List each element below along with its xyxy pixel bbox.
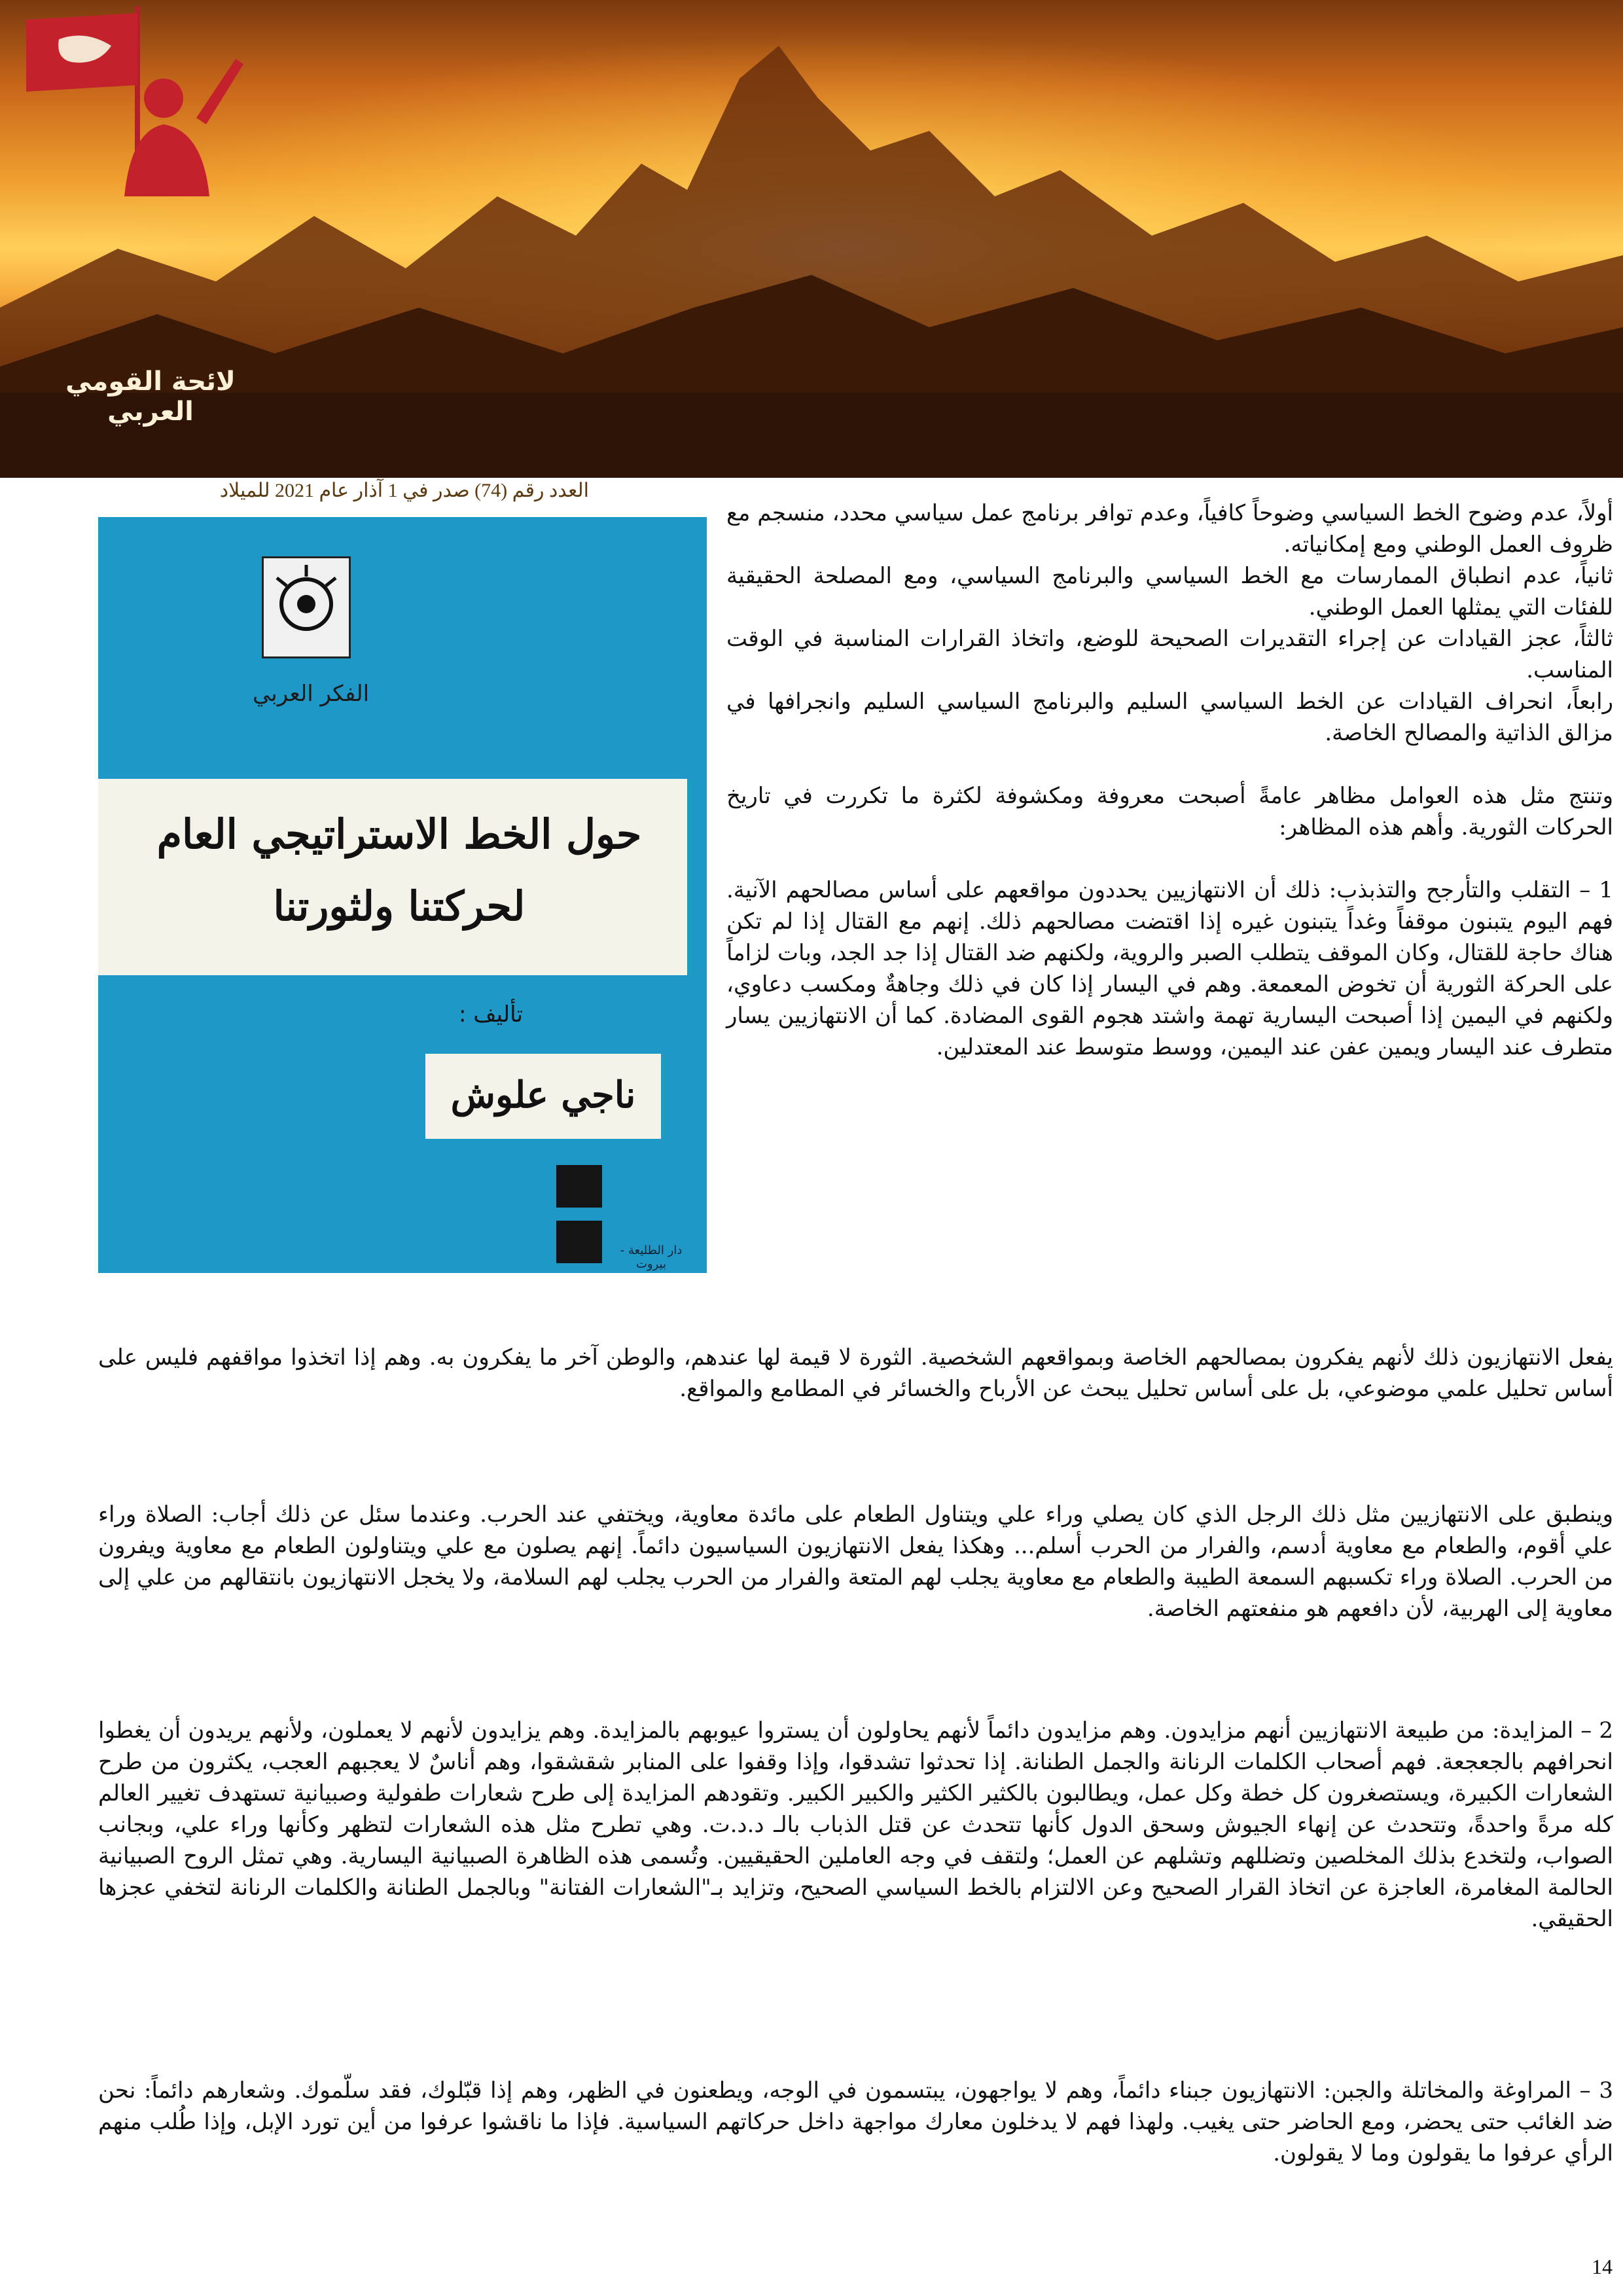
page-number: 14	[1592, 2255, 1613, 2278]
header-banner	[0, 0, 1623, 478]
book-author: ناجي علوش	[450, 1073, 636, 1117]
book-publisher: دار الطليعة - بيروت	[620, 1244, 683, 1271]
book-title-line-1: حول الخط الاستراتيجي العام	[156, 810, 642, 858]
organization-logo	[0, 0, 262, 275]
paragraph-point-1: أولاً، عدم وضوح الخط السياسي وضوحاً كافياً، وعدم توافر برنامج عمل سياسي محدد، منسجم مع ظروف العمل الوطني ومع إمكانياته.	[726, 500, 1613, 558]
paragraph-opportunists-interests	[98, 1342, 1613, 1405]
paragraph-text: 3 – المراوغة والمخاتلة والجبن: الانتهازيون جبناء دائماً، وهم لا يواجهون، يبتسمون في الوجه، ويطعنون في الظهر، وهم إذا قبّلوك، فقد سلّموك. وشعارهم دائماً: نحن ضد الغائب حتى يحضر، ومع الحاضر حتى يغيب. ولهذا فهم لا يدخلون معارك مواجهة داخل حركاتهم السياسية. فإذا ما ناقشوا عرفوا من أين تورد الإبل، وإذا طُلب منهم الرأي عرفوا ما يقولون وما لا يقولون.	[98, 2077, 1613, 2166]
paragraph-ali-muawiya	[98, 1499, 1613, 1624]
book-square-1	[556, 1165, 602, 1208]
book-cover-image	[98, 517, 707, 1273]
book-title-box	[98, 779, 687, 975]
book-author-box	[425, 1054, 661, 1139]
book-title-line-2: لحركتنا ولثورتنا	[273, 882, 526, 930]
article-column-right	[726, 497, 1613, 1063]
book-by-label: تأليف :	[459, 1001, 523, 1028]
paragraph-point-3: ثالثاً، عجز القيادات عن إجراء التقديرات الصحيحة للوضع، واتخاذ القرارات المناسبة في الوقت المناسب.	[726, 626, 1613, 683]
paragraph-text: يفعل الانتهازيون ذلك لأنهم يفكرون بمصالحهم الخاصة وبمواقعهم الشخصية. الثورة لا قيمة لها عندهم، والوطن آخر ما يفكرون به. وهم إذا اتخذوا مواقفهم فليس على أساس تحليل علمي موضوعي، بل على أساس تحليل يبحث عن الأرباح والخسائر في المطامع والمواقع.	[98, 1344, 1613, 1402]
book-series: الفكر العربي	[252, 681, 370, 707]
paragraph-text: وينطبق على الانتهازيين مثل ذلك الرجل الذي كان يصلي وراء علي ويتناول الطعام على مائدة معاوية، ويختفي عند الحرب. وعندما سئل عن ذلك أجاب: الصلاة وراء علي أقوم، والطعام مع معاوية أدسم، والفرار من الحرب أسلم... وهكذا يفعل الانتهازيون السياسيون دائماً. إنهم يصلون مع علي ويتناولون الطعام مع معاوية ويفرون من الحرب. الصلاة وراء تكسبهم السمعة الطيبة والطعام مع معاوية يجلب لهم المتعة والفرار من الحرب يجلب لهم السلامة، ولا يخجل الانتهازيون بانتقالهم من علي إلى معاوية إلى الهربية، لأن دافعهم هو منفعتهم الخاصة.	[98, 1501, 1613, 1622]
paragraph-fluctuation: 1 – التقلب والتأرجح والتذبذب: ذلك أن الانتهازيين يحددون مواقعهم على أساس مصالحهم الآنية. فهم اليوم يتبنون موقفاً وغداً يتبنون غيره إذا اقتضت مصالحهم ذلك. إنهم مع القتال إذا لم تكن هناك حاجة للقتال، وكان الموقف يتطلب الصبر والروية، ولكنهم ضد القتال إذا جد الجد، وبات لزاماً على الحركة الثورية أن تخوض المعمعة. وهم في اليسار إذا كان في ذلك وجاهةٌ ومكسب دعاوي، ولكنهم في اليمين إذا أصبحت اليسارية تهمة واشتد هجوم القوى المضادة. كما أن الانتهازيين يسار متطرف عند اليسار ويمين عفن عند اليمين، ووسط متوسط عند المعتدلين.	[726, 877, 1613, 1060]
logo-text: لائحة القومي العربي	[65, 367, 236, 427]
paragraph-evasion	[98, 2075, 1613, 2169]
paragraph-outbidding	[98, 1715, 1613, 1935]
paragraph-point-2: ثانياً، عدم انطباق الممارسات مع الخط السياسي والبرنامج السياسي، ومع المصلحة الحقيقية للفئات التي يمثلها العمل الوطني.	[726, 563, 1613, 620]
issue-line: العدد رقم (74) صدر في 1 آذار عام 2021 للميلاد	[219, 480, 589, 501]
book-square-2	[556, 1221, 602, 1263]
paragraph-point-4: رابعاً، انحراف القيادات عن الخط السياسي السليم والبرنامج السياسي السليم وانجرافها في مزالق الذاتية والمصالح الخاصة.	[726, 689, 1613, 746]
book-title	[137, 798, 661, 942]
paragraph-text: 2 – المزايدة: من طبيعة الانتهازيين أنهم مزايدون. وهم مزايدون دائماً لأنهم يحاولون أن يستروا عيوبهم بالمزايدة. وهم يزايدون لأنهم لا يعملون، ولأنهم يريدون أن يغطوا انحرافهم بالجعجعة. فهم أصحاب الكلمات الرنانة والجمل الطنانة. إذا تحدثوا تشدقوا، وإذا وقفوا على المنابر شقشقوا، وهم أناسٌ لا يعجبهم العجب، يكثرون من طرح الشعارات الكبيرة، ويستصغرون كل خطة وكل عمل، ويطالبون بالكثير الكثير والكبير الكبير. وتقودهم المزايدة إلى طرح شعارات طفولية وصبيانية تستهدف تغيير العالم كله مرةً واحدةً، وتتحدث عن إنهاء الجيوش وسحق الدول كأنها تتحدث عن قتل الذباب بالـ د.د.ت. وهي تطرح مثل هذه الشعارات لتظهر وكأنها وراء علي، وبجانب الصواب، ولتخدع بذلك المخلصين وتضللهم وتشلهم عن العمل؛ ولتقف في وجه العاملين الحقيقيين. وتُسمى هذه الظاهرة الصبيانية اليسارية. وهي تمثل الروح الصبيانية الحالمة المغامرة، العاجزة عن اتخاذ القرار الصحيح وعن الالتزام بالخط السياسي الصحيح، وتزايد بـ"الشعارات الفتانة" وبالجمل الطنانة والكلمات الرنانة لتخفي عجزها الحقيقي.	[98, 1717, 1613, 1932]
paragraph-phenomena-intro: وتنتج مثل هذه العوامل مظاهر عامةً أصبحت معروفة ومكشوفة لكثرة ما تكررت في تاريخ الحركات الثورية. وأهم هذه المظاهر:	[726, 783, 1613, 840]
book-emblem-icon	[262, 556, 351, 658]
